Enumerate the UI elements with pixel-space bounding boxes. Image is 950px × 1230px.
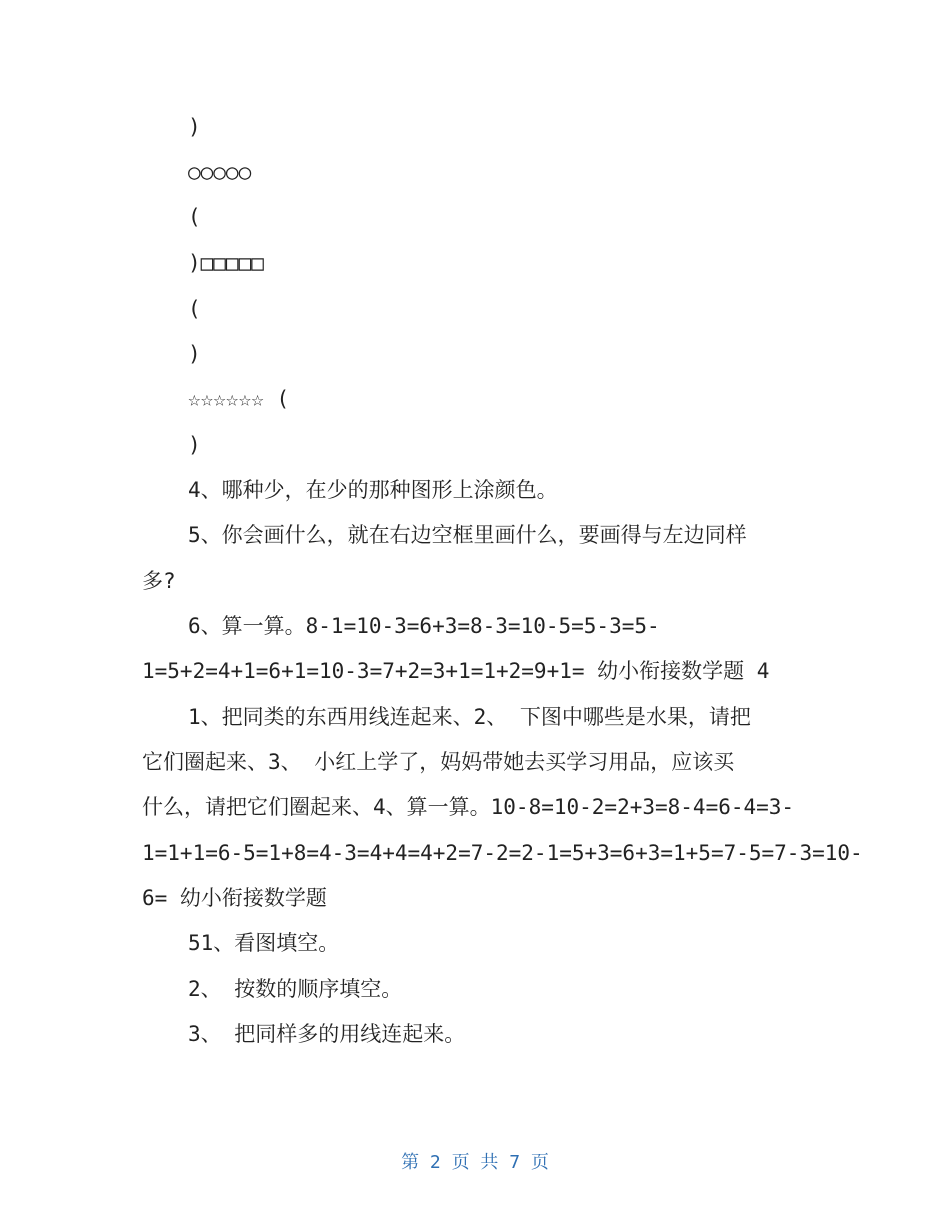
question-5-continued: 多?: [142, 569, 176, 593]
section-5-question-2: 2、 按数的顺序填空。: [188, 977, 403, 1001]
circle-shapes-line: ○○○○○: [188, 160, 252, 184]
text-line: (: [188, 297, 201, 321]
question-6-continued: 1=5+2=4+1=6+1=10-3=7+2=3+1=1+2=9+1= 幼小衔接数学题 4: [142, 659, 770, 683]
section-4-item-continued: 6= 幼小衔接数学题: [142, 886, 327, 910]
question-4: 4、哪种少，在少的那种图形上涂颜色。: [188, 478, 558, 502]
star-shapes-line: ☆☆☆☆☆☆ (: [188, 387, 290, 411]
question-5: 5、你会画什么，就在右边空框里画什么，要画得与左边同样: [188, 523, 747, 547]
section-5-question-1: 51、看图填空。: [188, 931, 340, 955]
text-line: ): [188, 342, 201, 366]
page-number: 第 2 页 共 7 页: [401, 1152, 549, 1173]
text-line: ): [188, 433, 201, 457]
section-5-question-3: 3、 把同样多的用线连起来。: [188, 1022, 466, 1046]
section-4-item-continued: 它们圈起来、3、 小红上学了，妈妈带她去买学习用品，应该买: [142, 750, 735, 774]
square-shapes-line: )□□□□□: [188, 251, 264, 275]
question-6: 6、算一算。8-1=10-3=6+3=8-3=10-5=5-3=5-: [188, 614, 660, 638]
section-4-item-continued: 什么，请把它们圈起来、4、算一算。10-8=10-2=2+3=8-4=6-4=3-: [142, 795, 795, 819]
section-4-item-continued: 1=1+1=6-5=1+8=4-3=4+4=4+2=7-2=2-1=5+3=6+3=1+5=7-5=7-3=10-: [142, 841, 863, 865]
text-line: (: [188, 205, 201, 229]
text-line: ): [188, 115, 201, 139]
section-4-item: 1、把同类的东西用线连起来、2、 下图中哪些是水果，请把: [188, 705, 751, 729]
